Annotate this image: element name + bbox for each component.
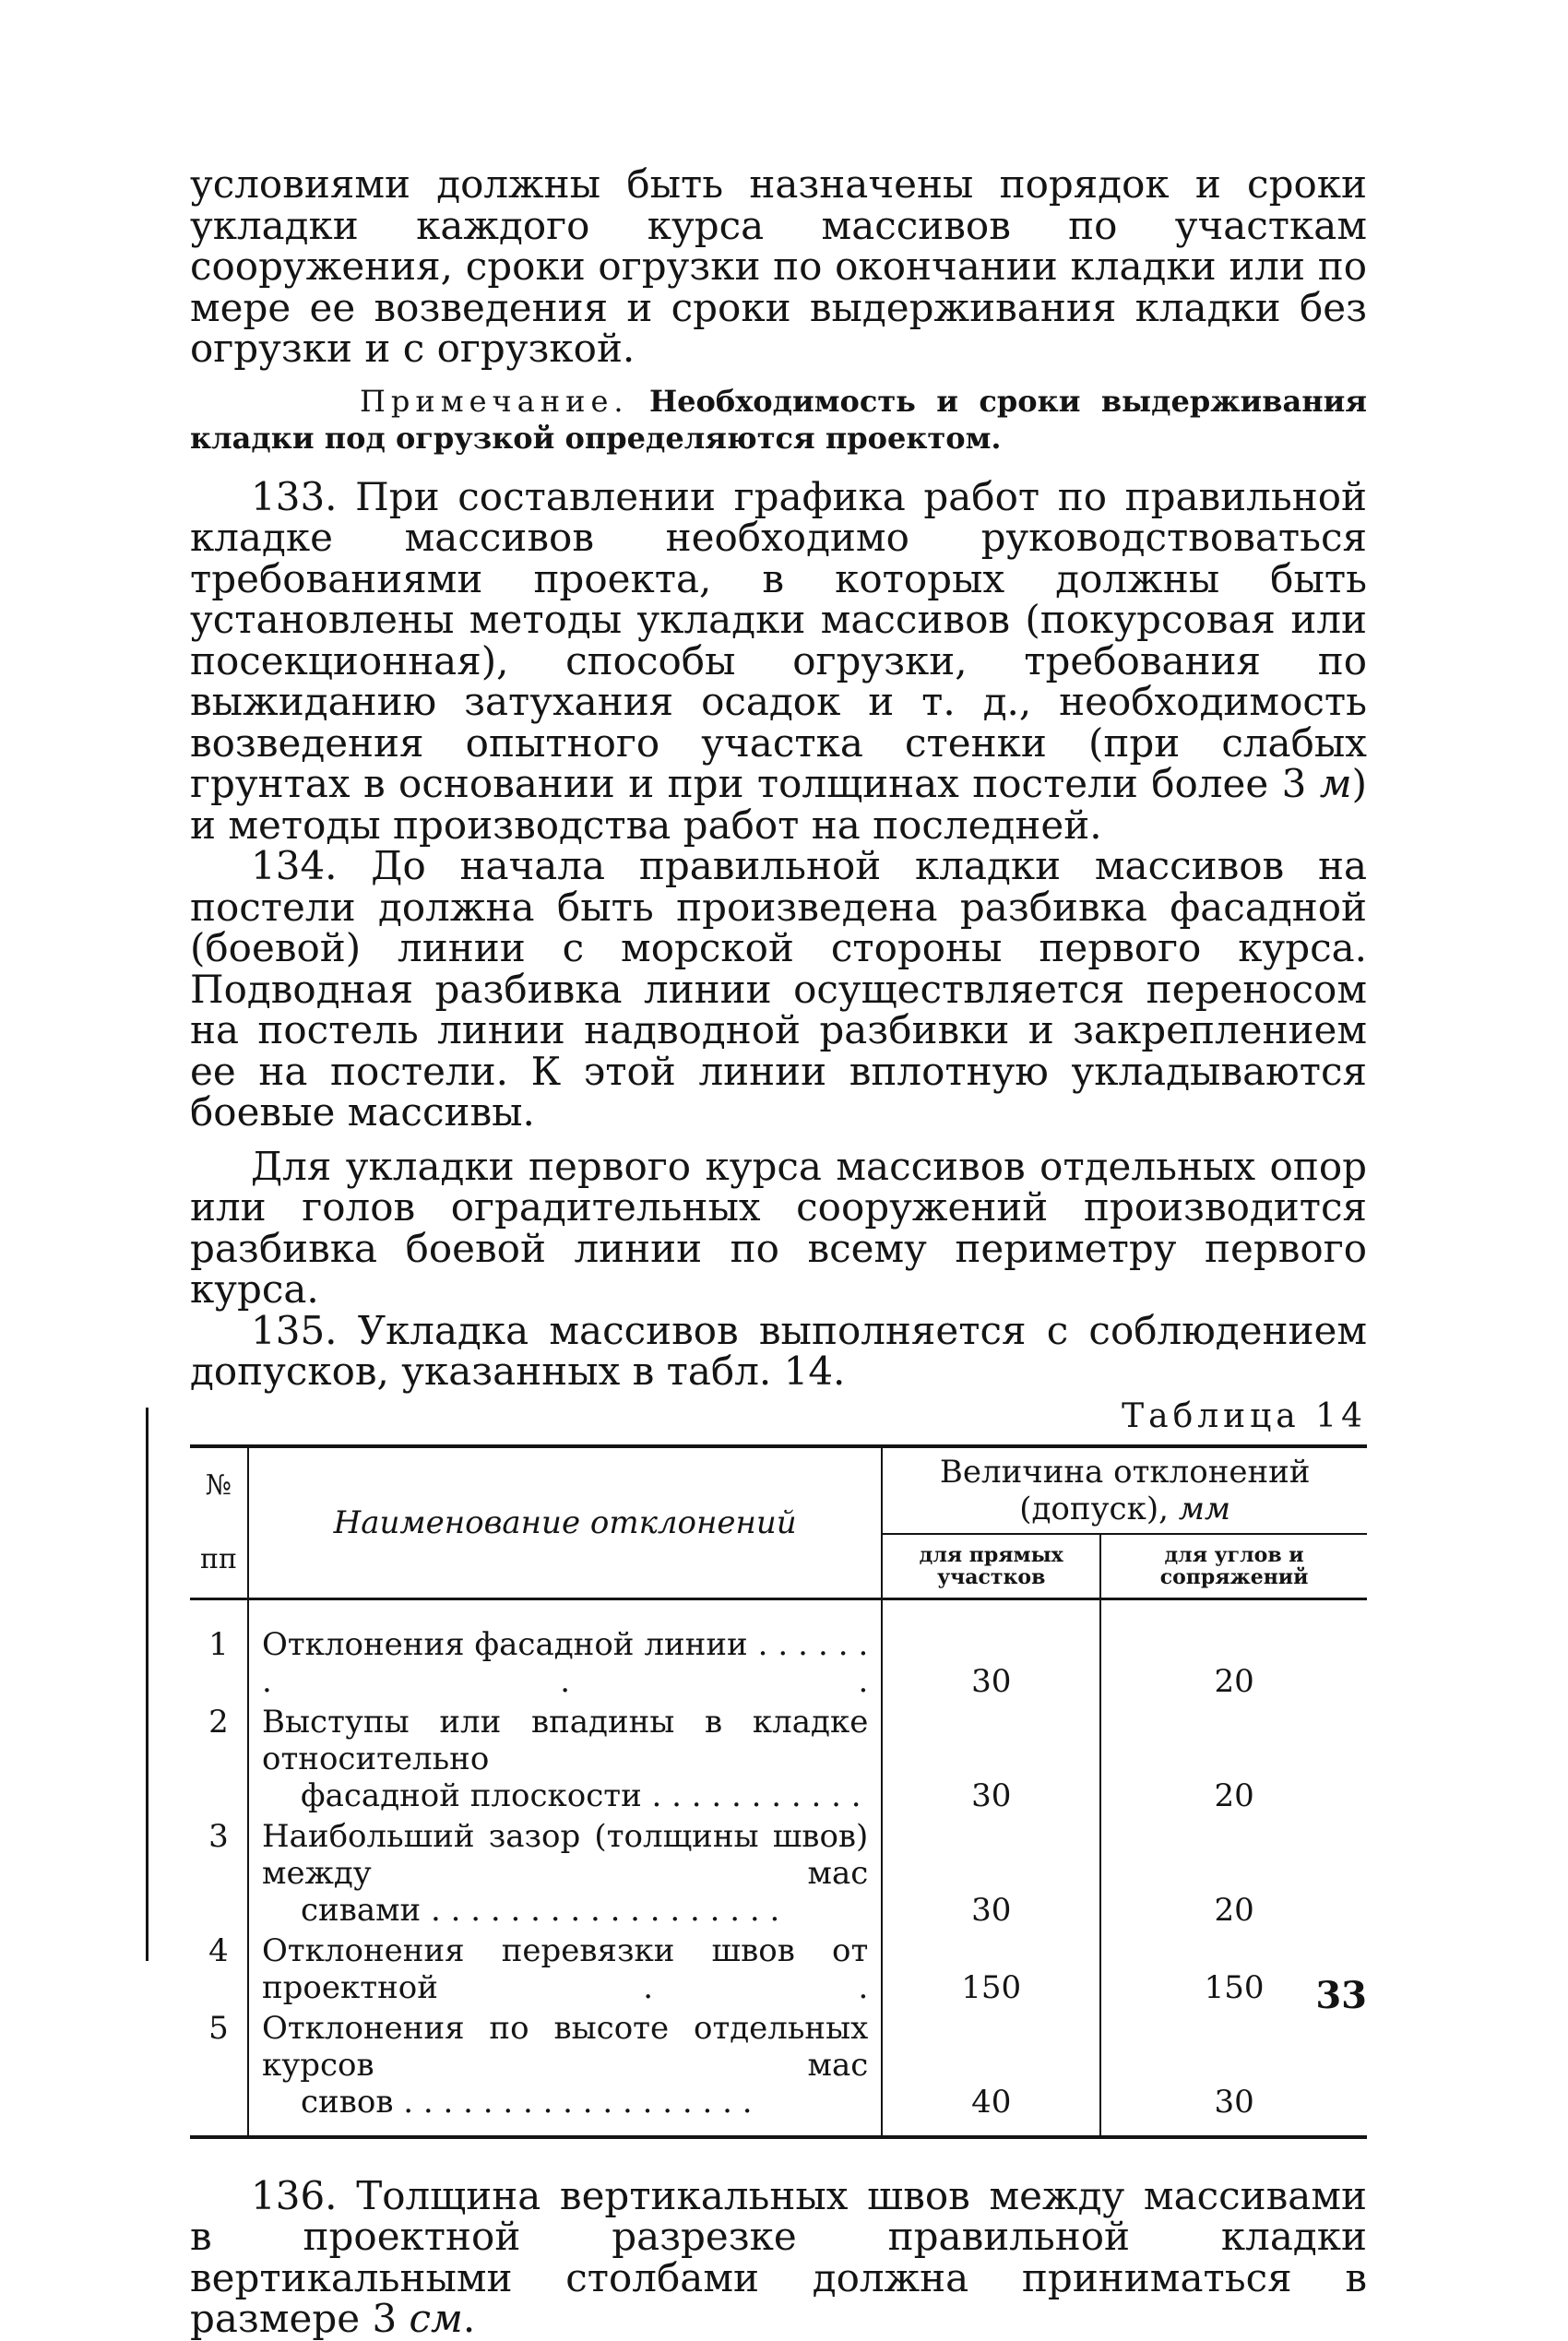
note-label: Примечание. bbox=[360, 384, 629, 419]
row-name-line: Отклонения перевязки швов от проектной . . bbox=[262, 1932, 868, 2006]
header-deviation bbox=[882, 1446, 1367, 1534]
note-body: Необходимость и сроки выдерживания кладки под огрузкой определяются проектом. bbox=[190, 384, 1367, 456]
row-number: 2 bbox=[190, 1702, 248, 1816]
header-deviation-text: Величина отклонений (допуск), bbox=[940, 1454, 1311, 1527]
row-corners-value: 20 bbox=[1100, 1598, 1367, 1702]
row-name-line: Наибольший зазор (толщины швов) между мас bbox=[262, 1818, 868, 1892]
row-name bbox=[248, 2008, 882, 2137]
row-number: 3 bbox=[190, 1816, 248, 1931]
paragraph-136-end: . bbox=[463, 2296, 475, 2341]
row-name-line: фасадной плоскости . . . . . . . . . . . bbox=[262, 1777, 868, 1814]
row-name bbox=[248, 1598, 882, 1702]
row-name-line: Выступы или впадины в кладке относительно bbox=[262, 1704, 868, 1777]
tolerance-table bbox=[190, 1444, 1367, 2139]
header-name: Наименование отклонений bbox=[248, 1446, 882, 1599]
row-corners-value: 20 bbox=[1100, 1816, 1367, 1931]
header-number bbox=[190, 1446, 248, 1599]
paragraph-133-text: 133. При составлении графика работ по правильной кладке массивов необходимо руководствоваться требованиями проекта, в которых должны быть установлены методы укладки массивов (покурсовая или посекционная), способы огрузки, требования по выжиданию затухания осадок и т. д., необходимость возведения опытного участка стенки (при слабых грунтах в основании и при толщинах постели более 3 bbox=[190, 474, 1367, 807]
paragraph-133 bbox=[190, 477, 1367, 847]
row-straight-value: 30 bbox=[882, 1598, 1100, 1702]
row-name bbox=[248, 1816, 882, 1931]
header-straight: для прямых участков bbox=[882, 1534, 1100, 1599]
page-number: 33 bbox=[1315, 1974, 1367, 2017]
paragraph-133-end: ) и методы производства работ на последней. bbox=[190, 761, 1367, 848]
row-straight-value: 30 bbox=[882, 1816, 1100, 1931]
row-name-line: Отклонения по высоте отдельных курсов мас bbox=[262, 2010, 868, 2084]
row-name bbox=[248, 1931, 882, 2008]
row-straight-value: 40 bbox=[882, 2008, 1100, 2137]
row-corners-value: 150 bbox=[1100, 1931, 1367, 2008]
row-name-line: сивов . . . . . . . . . . . . . . . . . . bbox=[262, 2084, 868, 2121]
row-name bbox=[248, 1702, 882, 1816]
table-row bbox=[190, 1931, 1367, 2008]
table-row bbox=[190, 1598, 1367, 1702]
header-number-abbr: пп bbox=[200, 1543, 237, 1575]
unit-cm: см bbox=[410, 2296, 463, 2341]
row-number: 5 bbox=[190, 2008, 248, 2137]
tolerance-table-wrapper bbox=[190, 1444, 1367, 2139]
row-straight-value: 30 bbox=[882, 1702, 1100, 1816]
header-deviation-unit: мм bbox=[1179, 1491, 1230, 1527]
paragraph-135: 135. Укладка массивов выполняется с соблюдением допусков, указанных в табл. 14. bbox=[190, 1311, 1367, 1393]
page-body bbox=[190, 164, 1367, 2340]
row-number: 4 bbox=[190, 1931, 248, 2008]
row-corners-value: 20 bbox=[1100, 1702, 1367, 1816]
paragraph-intro: условиями должны быть назначены порядок и сроки укладки каждого курса массивов по участкам сооружения, сроки огрузки по окончании кладки или по мере ее возведения и сроки выдерживания кладки без огрузки и с огрузкой. bbox=[190, 164, 1367, 370]
paragraph-136 bbox=[190, 2176, 1367, 2340]
table-row bbox=[190, 1702, 1367, 1816]
row-straight-value: 150 bbox=[882, 1931, 1100, 2008]
unit-m: м bbox=[1320, 761, 1352, 806]
header-number-symbol: № bbox=[206, 1469, 232, 1502]
paragraph-136-text: 136. Толщина вертикальных швов между массивами в проектной разрезке правильной кладки вертикальными столбами должна приниматься в размере 3 bbox=[190, 2173, 1367, 2341]
table-row bbox=[190, 1816, 1367, 1931]
row-number: 1 bbox=[190, 1598, 248, 1702]
row-corners-value: 30 bbox=[1100, 2008, 1367, 2137]
margin-rule bbox=[146, 1408, 148, 1961]
header-corners: для углов и сопряжений bbox=[1100, 1534, 1367, 1599]
note bbox=[190, 383, 1367, 457]
paragraph-134: 134. До начала правильной кладки массивов на постели должна быть произведена разбивка фасадной (боевой) линии с морской стороны первого курса. Подводная разбивка линии осуществляется переносом на постель линии надводной разбивки и закреплением ее на постели. К этой линии вплотную укладываются боевые массивы. bbox=[190, 846, 1367, 1134]
row-name-line: Отклонения фасадной линии . . . . . . . . . bbox=[262, 1626, 868, 1700]
table-row bbox=[190, 2008, 1367, 2137]
table-caption: Таблица 14 bbox=[190, 1396, 1367, 1437]
row-name-line: сивами . . . . . . . . . . . . . . . . . . bbox=[262, 1892, 868, 1929]
paragraph-134-continued: Для укладки первого курса массивов отдельных опор или голов оградительных сооружений производится разбивка боевой линии по всему периметру первого курса. bbox=[190, 1147, 1367, 1311]
